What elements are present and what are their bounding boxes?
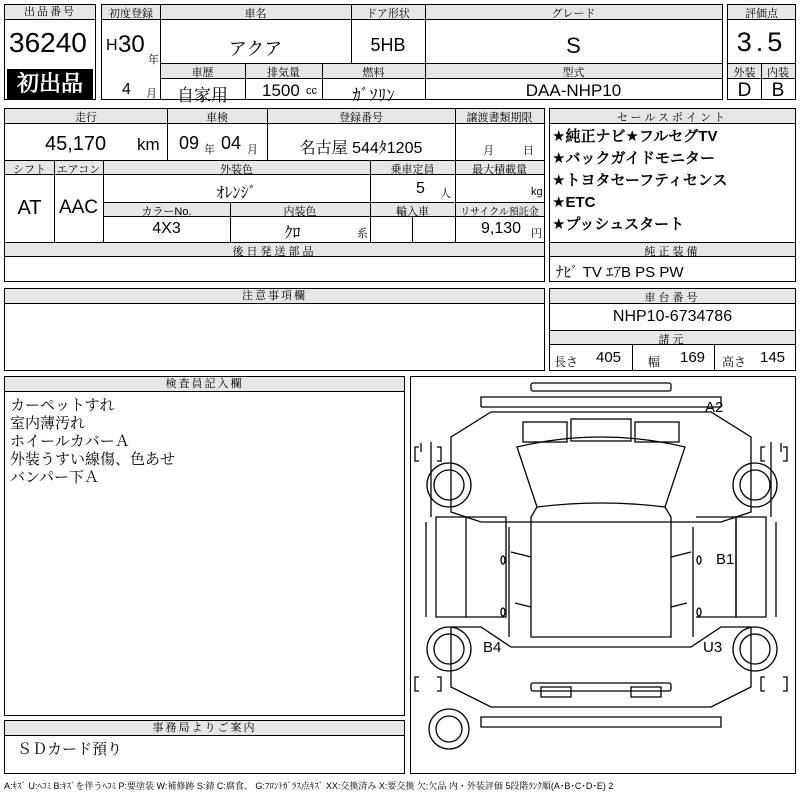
ext-grade-label: 外装 — [733, 67, 756, 79]
length-label: 長さ — [554, 355, 579, 369]
sales-point: ★バックガイドモニター — [552, 150, 715, 167]
plate-label: 登録番号 — [339, 112, 383, 124]
model-label: 型式 — [562, 67, 585, 79]
color-no-label: カラーNo. — [141, 206, 192, 218]
max-load-unit: kg — [531, 186, 543, 198]
vehicle-detail-box — [4, 108, 545, 282]
model-value: DAA-NHP10 — [525, 81, 622, 100]
shift-label: シフト — [13, 164, 46, 176]
length-value: 405 — [596, 349, 622, 366]
score-box — [727, 4, 796, 100]
sales-points-label: セールスポイント — [616, 112, 728, 124]
inspection-month-unit: 月 — [247, 144, 258, 156]
int-color-unit: 系 — [357, 228, 368, 240]
history-value: 自家用 — [177, 86, 228, 105]
chassis-box — [549, 288, 796, 371]
inspector-note: カーペットすれ — [10, 397, 115, 414]
displacement-value: 1500 — [262, 81, 300, 100]
sales-point: ★プッシュスタート — [552, 216, 685, 233]
ext-grade-value: D — [737, 80, 752, 101]
int-grade-label: 内装 — [767, 67, 789, 79]
recycle-unit: 円 — [531, 228, 542, 240]
first-reg-year-unit: 年 — [148, 54, 159, 66]
inspector-note: ホイールカバーＡ — [10, 433, 130, 450]
damage-mark-a2: A2 — [705, 399, 724, 416]
score-value: 3.5 — [736, 27, 787, 57]
height-label: 高さ — [722, 355, 747, 369]
int-grade-value: B — [771, 80, 785, 101]
transfer-month: 月 — [483, 145, 494, 157]
transfer-label: 譲渡書類期限 — [466, 112, 533, 124]
car-damage-diagram — [411, 377, 795, 773]
max-load-label: 最大積載量 — [472, 164, 527, 176]
mileage-value: 45,170 — [45, 133, 107, 155]
score-label: 評価点 — [745, 8, 778, 20]
recycle-value: 9,130 — [481, 220, 522, 237]
fuel-label: 燃料 — [362, 67, 385, 79]
height-value: 145 — [760, 349, 786, 366]
ext-color-value: ｵﾚﾝｼﾞ — [216, 185, 257, 202]
mileage-label: 走行 — [75, 112, 97, 124]
notes-label: 注意事項欄 — [5, 289, 544, 304]
inspector-note: バンパー下Ａ — [10, 469, 99, 486]
first-reg-month: 4 — [122, 81, 131, 98]
sales-points-list — [552, 126, 727, 236]
width-value: 169 — [680, 349, 706, 366]
width-label: 幅 — [648, 355, 661, 369]
color-no-value: 4X3 — [152, 220, 181, 237]
door-label: ドア形状 — [366, 8, 410, 20]
chassis-value: NHP10-6734786 — [612, 308, 733, 325]
car-diagram-box — [410, 376, 796, 774]
fuel-value: ｶﾞｿﾘﾝ — [352, 86, 395, 105]
ac-value: AAC — [58, 197, 99, 218]
door-value: 5HB — [370, 35, 406, 55]
recycle-label: リサイクル預託金 — [460, 207, 539, 218]
sales-point: ★純正ナビ★フルセグTV — [552, 128, 718, 145]
displacement-unit: cc — [306, 85, 317, 97]
inspector-note: 外装うすい線傷、色あせ — [10, 451, 176, 468]
office-label: 事務局よりご案内 — [5, 721, 404, 736]
equipment-value: ﾅﾋﾞ TV ｴｱB PS PW — [556, 264, 684, 281]
mileage-unit: km — [137, 135, 160, 154]
capacity-label: 乗車定員 — [390, 164, 435, 176]
capacity-unit: 人 — [440, 188, 451, 200]
notes-box — [4, 288, 545, 371]
office-value: ＳＤカード預り — [17, 741, 123, 758]
import-label: 輸入車 — [396, 206, 429, 218]
plate-value: 名古屋 544ﾀ1205 — [299, 140, 423, 157]
int-color-label: 内装色 — [283, 206, 317, 218]
vehicle-info-box — [101, 4, 723, 105]
car-name-value: アクア — [228, 39, 283, 59]
lot-number-label: 出品番号 — [5, 5, 95, 20]
ext-color-label: 外装色 — [220, 164, 253, 176]
first-reg-era: H — [106, 37, 118, 54]
history-label: 車歴 — [191, 67, 214, 79]
sales-point: ★トヨタセーフティセンス — [552, 172, 728, 189]
dims-label: 諸元 — [658, 334, 687, 346]
transfer-day: 日 — [523, 145, 534, 157]
ac-label: エアコン — [56, 164, 101, 176]
inspection-month: 04 — [221, 133, 242, 153]
lot-number-box — [4, 4, 96, 100]
first-reg-label: 初度登録 — [109, 8, 153, 20]
sales-points-box — [549, 108, 796, 282]
legend: A:ｷｽﾞ U:ﾍｺﾐ B:ｷｽﾞを伴うﾍｺﾐ P:要塗装 W:補修跡 S:錆 C:腐食、 G:ﾌﾛﾝﾄｶﾞﾗｽ点ｷｽﾞ XX:交換済み X:要交換 欠:欠品 内・外装評価 5段階ﾗﾝｸ順(A･B･C･D･E) 2 — [4, 781, 614, 791]
grade-label: グレード — [551, 8, 596, 20]
capacity-value: 5 — [416, 180, 425, 197]
inspector-box — [4, 376, 405, 716]
inspection-year: 09 — [179, 133, 200, 153]
office-box — [4, 720, 405, 774]
damage-mark-b1: B1 — [716, 551, 735, 568]
inspection-year-unit: 年 — [204, 144, 215, 156]
lot-number: 36240 — [9, 27, 87, 58]
chassis-label: 車台番号 — [644, 292, 701, 304]
grade-value: S — [566, 33, 581, 58]
inspector-notes — [10, 397, 175, 487]
shift-value: AT — [17, 197, 42, 219]
later-parts-label: 後日発送部品 — [232, 246, 317, 258]
displacement-label: 排気量 — [267, 67, 300, 79]
first-listing-badge: 初出品 — [7, 69, 93, 99]
inspection-label: 車検 — [206, 112, 228, 124]
first-reg-month-unit: 月 — [146, 88, 157, 100]
inspector-note: 室内薄汚れ — [10, 415, 86, 432]
equipment-label: 純正装備 — [644, 246, 701, 258]
car-name-label: 車名 — [244, 8, 267, 20]
sales-point: ★ETC — [552, 194, 596, 211]
damage-mark-u3: U3 — [703, 639, 723, 656]
inspector-label: 検査員記入欄 — [5, 377, 404, 392]
int-color-value: ｸﾛ — [284, 225, 301, 242]
damage-mark-b4: B4 — [483, 639, 502, 656]
first-reg-year: 30 — [118, 31, 145, 58]
